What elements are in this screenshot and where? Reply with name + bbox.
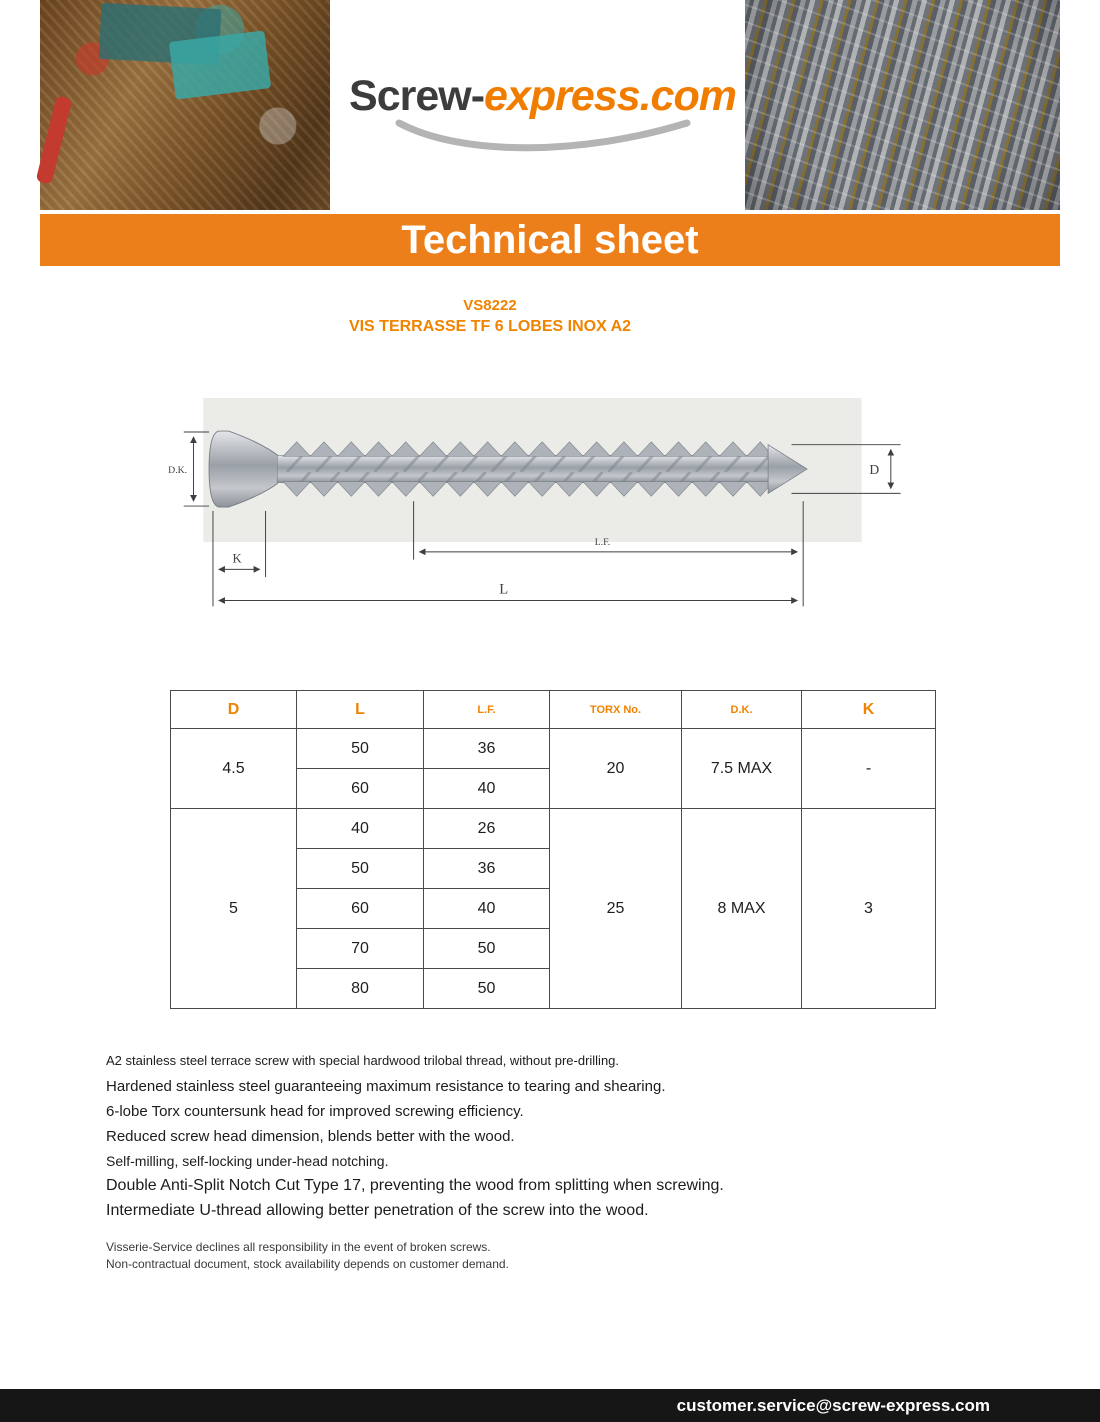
dimension-label-dk: D.K. bbox=[168, 464, 188, 476]
cell-torx: 20 bbox=[550, 729, 682, 809]
cell-lf: 50 bbox=[424, 969, 550, 1009]
cell-l: 50 bbox=[297, 849, 424, 889]
screws-photo bbox=[745, 0, 1060, 210]
screw-diagram bbox=[168, 396, 928, 625]
logo-swoosh-icon bbox=[393, 117, 693, 159]
description-line: Reduced screw head dimension, blends better with the wood. bbox=[106, 1128, 515, 1145]
cell-k: 3 bbox=[802, 809, 936, 1009]
logo-text-orange: express.com bbox=[484, 72, 736, 120]
dimension-label-k: K bbox=[232, 551, 242, 566]
dimension-label-lf: L.F. bbox=[594, 537, 611, 549]
photo-decoration bbox=[745, 0, 1060, 210]
disclaimer-block bbox=[106, 1239, 509, 1273]
cell-l: 80 bbox=[297, 969, 424, 1009]
photo-decoration bbox=[169, 30, 271, 99]
product-title bbox=[0, 297, 980, 336]
cell-l: 60 bbox=[297, 889, 424, 929]
cell-l: 50 bbox=[297, 729, 424, 769]
header-l: L bbox=[297, 691, 424, 729]
header-lf: L.F. bbox=[424, 691, 550, 729]
cell-lf: 36 bbox=[424, 849, 550, 889]
cell-torx: 25 bbox=[550, 809, 682, 1009]
table-row bbox=[171, 729, 936, 769]
description-line: A2 stainless steel terrace screw with special hardwood trilobal thread, without pre-drilling. bbox=[106, 1053, 620, 1068]
header-torx: TORX No. bbox=[550, 691, 682, 729]
banner-title: Technical sheet bbox=[40, 214, 1060, 266]
table-row bbox=[171, 809, 936, 849]
footer-email-link[interactable]: customer.service@screw-express.com bbox=[676, 1396, 990, 1415]
cell-d: 5 bbox=[171, 809, 297, 1009]
dimension-label-d: D bbox=[869, 461, 880, 477]
cell-d: 4.5 bbox=[171, 729, 297, 809]
cell-lf: 26 bbox=[424, 809, 550, 849]
cell-lf: 40 bbox=[424, 889, 550, 929]
screw-diagram-drawing bbox=[168, 396, 928, 620]
cell-l: 70 bbox=[297, 929, 424, 969]
cell-dk: 8 MAX bbox=[682, 809, 802, 1009]
cell-lf: 40 bbox=[424, 769, 550, 809]
description-line: Double Anti-Split Notch Cut Type 17, preventing the wood from splitting when screwing. bbox=[106, 1177, 724, 1194]
header-k: K bbox=[802, 691, 936, 729]
footer-bar bbox=[0, 1389, 1100, 1422]
cell-l: 40 bbox=[297, 809, 424, 849]
description-line: Intermediate U-thread allowing better penetration of the screw into the wood. bbox=[106, 1202, 649, 1219]
cell-lf: 50 bbox=[424, 929, 550, 969]
cell-l: 60 bbox=[297, 769, 424, 809]
disclaimer-line: Non-contractual document, stock availability depends on customer demand. bbox=[106, 1257, 509, 1271]
description-block bbox=[106, 1053, 724, 1227]
photo-decoration bbox=[36, 95, 73, 184]
cell-k: - bbox=[802, 729, 936, 809]
header-dk: D.K. bbox=[682, 691, 802, 729]
logo-text bbox=[335, 72, 750, 121]
table-header-row bbox=[171, 691, 936, 729]
description-line: 6-lobe Torx countersunk head for improved screwing efficiency. bbox=[106, 1103, 524, 1120]
cell-lf: 36 bbox=[424, 729, 550, 769]
cell-dk: 7.5 MAX bbox=[682, 729, 802, 809]
product-code: VS8222 bbox=[463, 297, 517, 314]
screw-thread-ridges bbox=[283, 456, 768, 481]
dimension-label-l: L bbox=[499, 581, 509, 598]
description-line: Self-milling, self-locking under-head notching. bbox=[106, 1153, 389, 1169]
header-d: D bbox=[171, 691, 297, 729]
product-name: VIS TERRASSE TF 6 LOBES INOX A2 bbox=[348, 318, 632, 335]
spec-table bbox=[170, 690, 936, 1009]
disclaimer-line: Visserie-Service declines all responsibility in the event of broken screws. bbox=[106, 1240, 491, 1254]
workbench-photo bbox=[40, 0, 330, 210]
logo bbox=[335, 72, 750, 159]
description-line: Hardened stainless steel guaranteeing maximum resistance to tearing and shearing. bbox=[106, 1078, 666, 1095]
logo-text-dark: Screw- bbox=[349, 72, 485, 120]
